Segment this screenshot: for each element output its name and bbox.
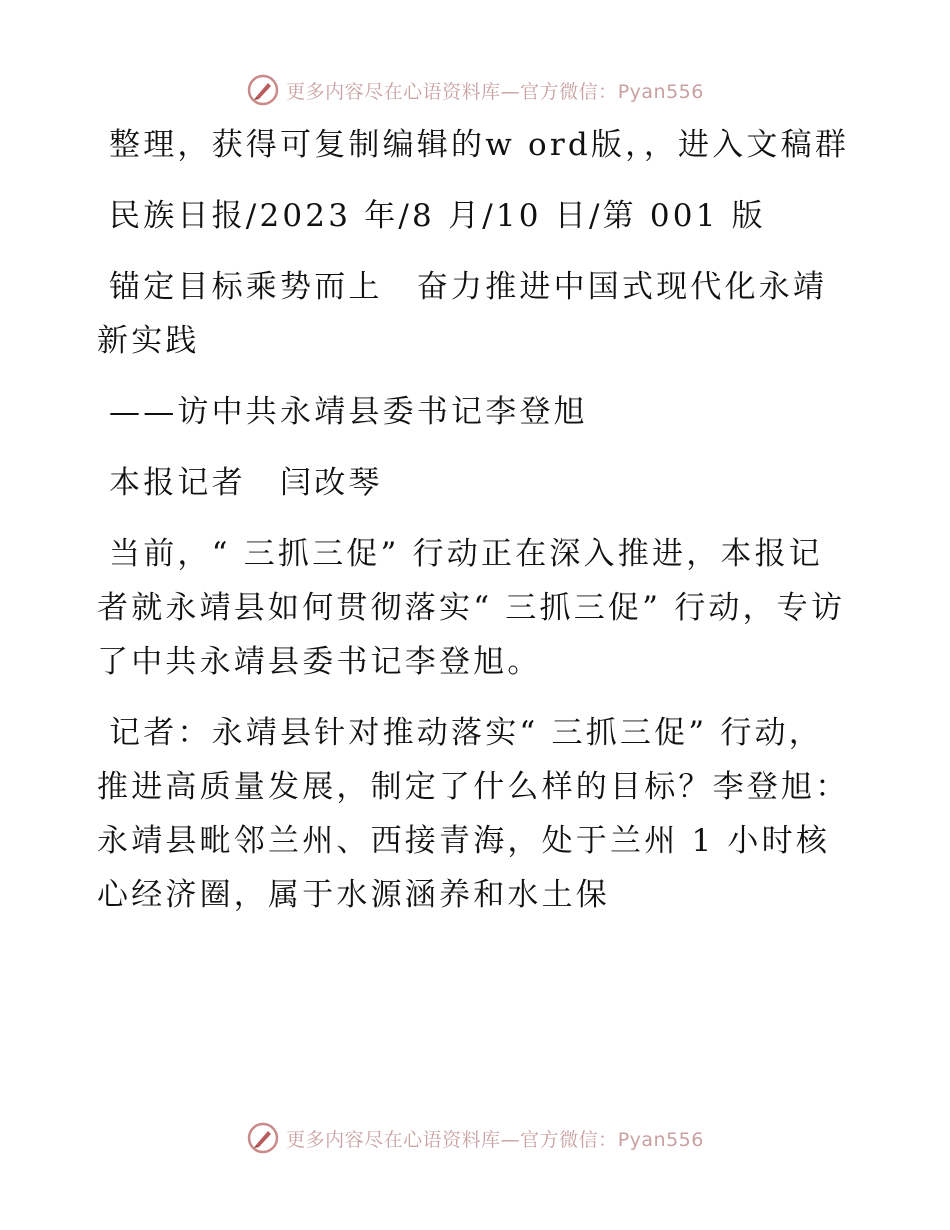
watermark-text: 更多内容尽在心语资料库—官方微信：Pyan556 — [286, 80, 704, 103]
paragraph-interview: 记者：永靖县针对推动落实“ 三抓三促” 行动，推进高质量发展，制定了什么样的目标？李登旭：永靖县毗邻兰州、西接青海，处于兰州 1 小时核心经济圈，属于水源涵养和水土保 — [97, 715, 850, 913]
paragraph-source: 民族日报/2023 年/8 月/10 日/第 001 版 — [109, 198, 766, 234]
paragraph-lead: 当前，“ 三抓三促” 行动正在深入推进，本报记者就永靖县如何贯彻落实“ 三抓三促” 行动，专访了中共永靖县委书记李登旭。 — [97, 536, 846, 680]
pen-circle-logo-icon — [246, 73, 280, 107]
article-subtitle: ——访中共永靖县委书记李登旭 — [109, 394, 588, 430]
paragraph-intro: 整理，获得可复制编辑的w ord版，，进入文稿群 — [109, 127, 850, 163]
pen-circle-logo-icon — [246, 1121, 280, 1155]
document-body — [97, 118, 857, 939]
article-title: 锚定目标乘势而上 奋力推进中国式现代化永靖新实践 — [97, 269, 828, 359]
article-byline: 本报记者 闫改琴 — [109, 465, 383, 501]
watermark-text: 更多内容尽在心语资料库—官方微信：Pyan556 — [286, 1128, 704, 1151]
watermark-banner-bottom — [0, 1118, 950, 1158]
watermark-banner-top — [0, 70, 950, 110]
